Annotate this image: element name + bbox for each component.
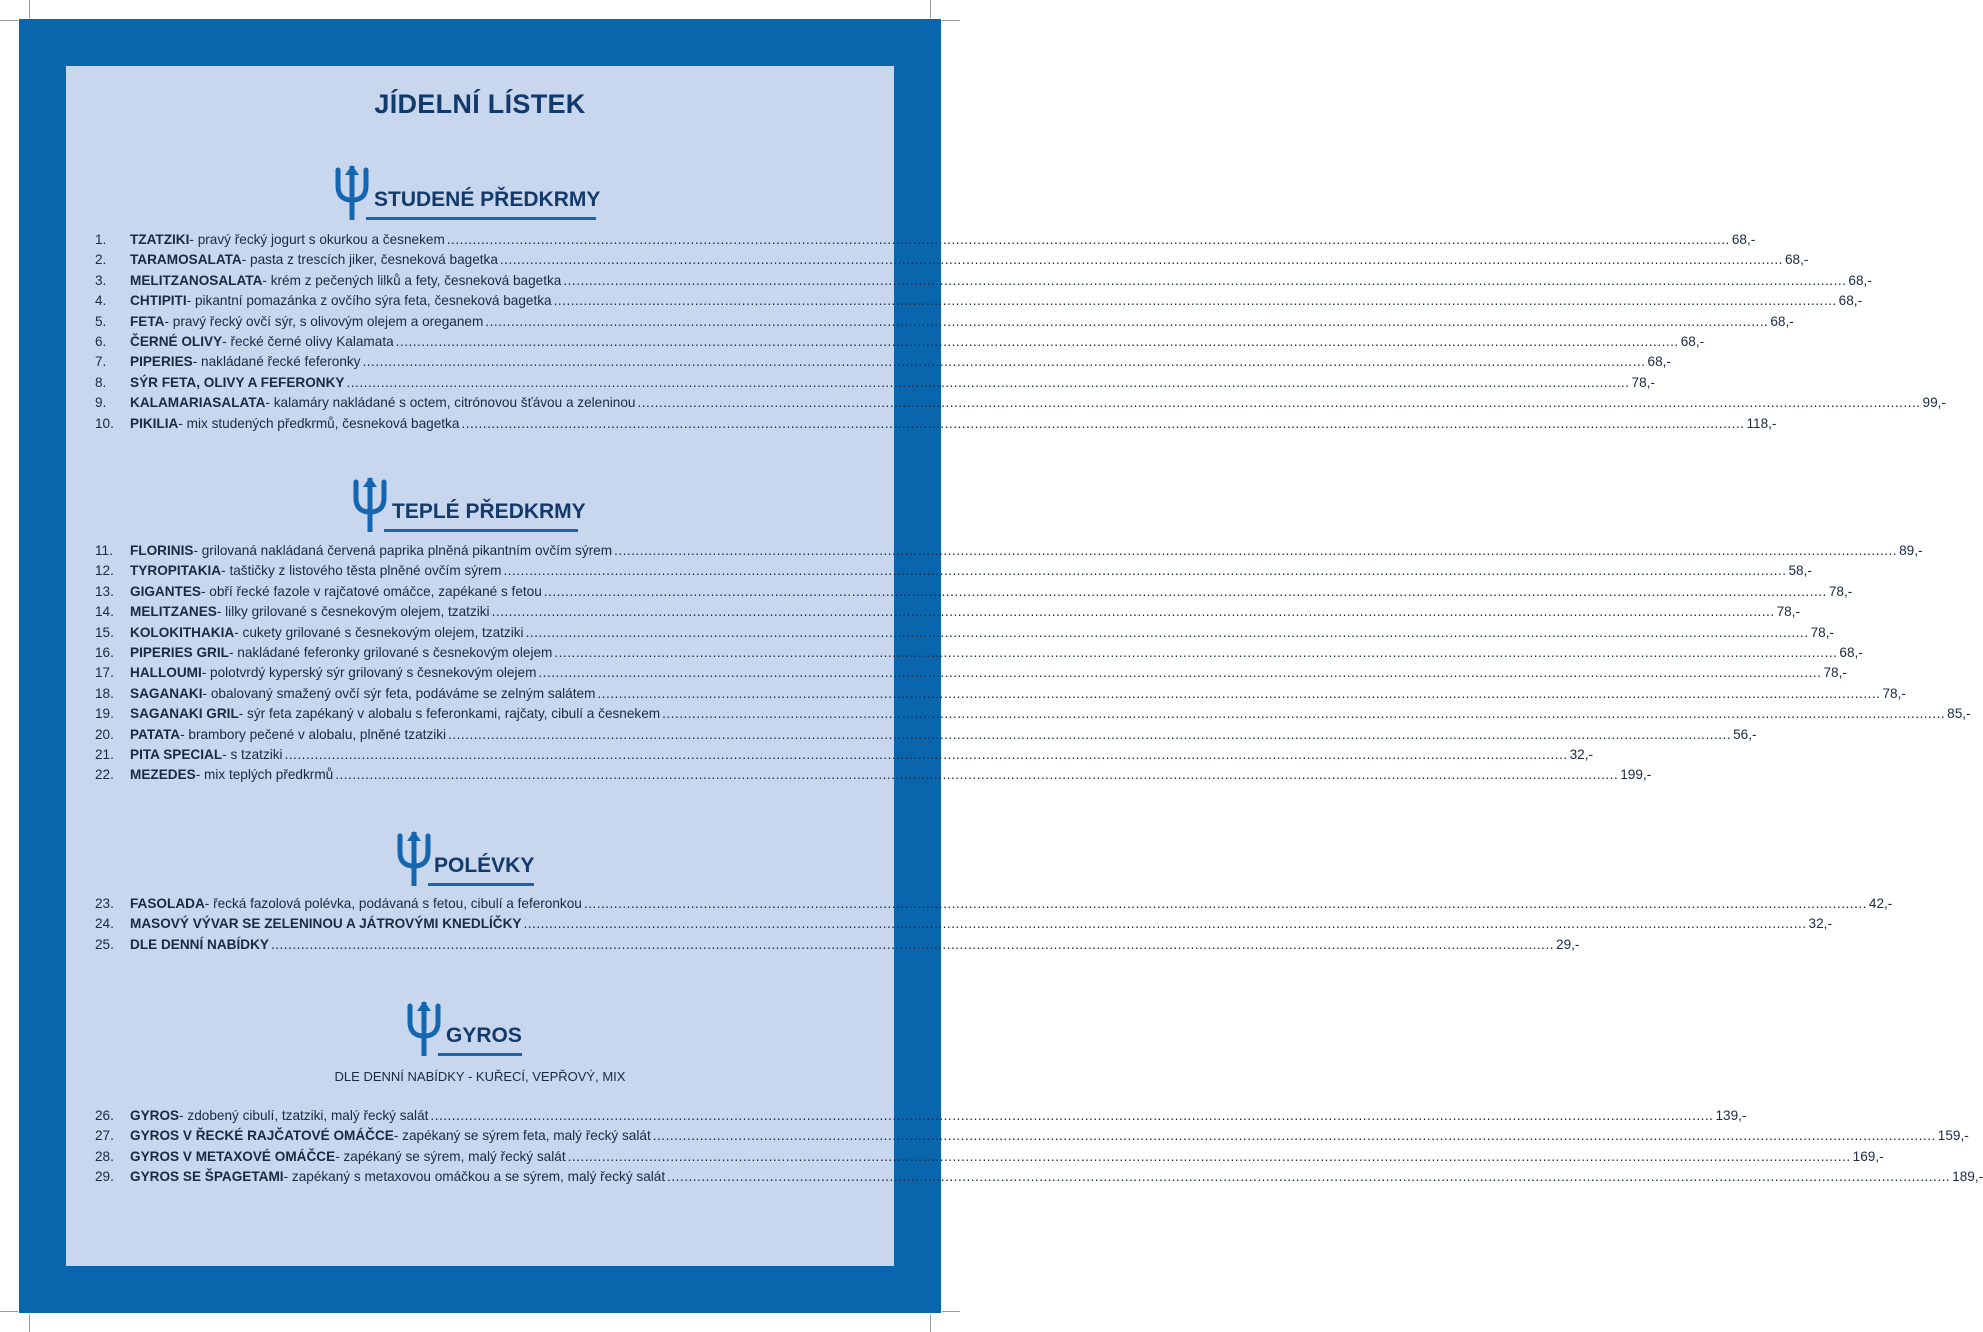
section-underline <box>366 217 596 220</box>
item-number: 19. <box>95 706 114 722</box>
dot-leader: ............................................................................................................................................................................................................................................................................................................ <box>395 334 1679 349</box>
item-price: 89,- <box>1899 543 1923 558</box>
item-price: 68,- <box>1848 272 1872 288</box>
trident-icon <box>334 164 370 220</box>
trident-icon <box>352 476 388 532</box>
item-description: - mix studených předkrmů, česneková bagetka <box>178 415 460 431</box>
item-name: SÝR FETA, OLIVY A FEFERONKY <box>130 374 345 390</box>
item-number: 7. <box>95 354 107 370</box>
item-number: 24. <box>95 916 114 932</box>
item-price: 139,- <box>1715 1108 1747 1123</box>
item-description: - kalamáry nakládané s octem, citrónovou šťávou a zeleninou <box>265 395 636 411</box>
item-name: KALAMARIASALATA <box>130 395 266 411</box>
item-name: FASOLADA <box>130 896 205 911</box>
menu-item <box>95 726 1757 747</box>
menu-item <box>95 232 1756 252</box>
dot-leader: ............................................................................................................................................................................................................................................................................................................ <box>499 252 1783 268</box>
item-name: MEZEDES <box>130 767 196 783</box>
crop-mark <box>930 0 931 18</box>
item-description: - grilovaná nakládaná červená paprika plněná pikantním ovčím sýrem <box>193 543 613 558</box>
item-description: - zapékaný se sýrem, malý řecký salát <box>335 1148 566 1164</box>
item-description: - zdobený cibulí, tzatziki, malý řecký salát <box>179 1108 429 1123</box>
item-price: 68,- <box>1839 645 1863 660</box>
item-number: 26. <box>95 1108 114 1123</box>
section-title: GYROS <box>446 1024 522 1047</box>
item-number: 6. <box>95 334 107 349</box>
dot-leader: ............................................................................................................................................................................................................................................................................................................ <box>637 395 1921 411</box>
item-price: 159,- <box>1937 1128 1969 1144</box>
menu-item <box>95 604 1801 624</box>
menu-item <box>95 1128 1969 1148</box>
dot-leader: ............................................................................................................................................................................................................................................................................................................ <box>583 896 1867 911</box>
menu-item <box>95 645 1863 665</box>
item-name: PITA SPECIAL <box>130 747 223 762</box>
item-number: 28. <box>95 1148 114 1164</box>
item-description: - obří řecké fazole v rajčatové omáčce, zapékané s fetou <box>201 583 542 599</box>
item-number: 12. <box>95 563 114 579</box>
gyros-subtitle: DLE DENNÍ NABÍDKY - KUŘECÍ, VEPŘOVÝ, MIX <box>334 1069 626 1084</box>
item-name: PIPERIES GRIL <box>130 645 229 660</box>
dot-leader: ............................................................................................................................................................................................................................................................................................................ <box>567 1148 1851 1164</box>
section-heading-polevky <box>396 830 534 886</box>
item-name: TARAMOSALATA <box>130 252 242 268</box>
item-price: 118,- <box>1746 415 1777 431</box>
item-price: 32,- <box>1569 747 1594 762</box>
item-description: - cukety grilované s česnekovým olejem, tzatziki <box>234 624 524 640</box>
item-description: - brambory pečené v alobalu, plněné tzatziki <box>180 726 447 742</box>
item-name: GYROS <box>130 1108 180 1123</box>
item-price: 56,- <box>1733 726 1757 742</box>
item-name: FETA <box>130 313 165 329</box>
menu-item <box>95 1148 1884 1169</box>
item-description: - taštičky z listového těsta plněné ovčím sýrem <box>221 563 502 579</box>
dot-leader: ............................................................................................................................................................................................................................................................................................................ <box>430 1108 1714 1123</box>
item-number: 8. <box>95 374 107 390</box>
dot-leader: ............................................................................................................................................................................................................................................................................................................ <box>563 272 1847 288</box>
item-name: GIGANTES <box>130 583 201 599</box>
item-description: - mix teplých předkrmů <box>195 767 334 783</box>
item-number: 18. <box>95 685 114 701</box>
item-name: MELITZANES <box>130 604 217 620</box>
item-price: 78,- <box>1776 604 1801 620</box>
item-name: KOLOKITHAKIA <box>130 624 235 640</box>
item-description: - nakládané řecké feferonky <box>192 354 361 370</box>
section-title: STUDENÉ PŘEDKRMY <box>374 188 601 211</box>
item-description: - lilky grilované s česnekovým olejem, tzatziki <box>216 604 490 620</box>
menu-item <box>95 543 1923 563</box>
dot-leader: ............................................................................................................................................................................................................................................................................................................ <box>335 767 1619 783</box>
item-description: - pasta z trescích jiker, česneková bagetka <box>241 252 498 268</box>
item-name: SAGANAKI GRIL <box>130 706 239 722</box>
item-description: - sýr feta zapékaný v alobalu s feferonkami, rajčaty, cibulí a česnekem <box>238 706 661 722</box>
dot-leader: ............................................................................................................................................................................................................................................................................................................ <box>543 583 1827 599</box>
item-price: 78,- <box>1810 624 1835 640</box>
item-description: - pravý řecký jogurt s okurkou a česnekem <box>189 232 445 247</box>
menu-item <box>95 395 1946 415</box>
item-description: - řecké černé olivy Kalamata <box>222 334 394 349</box>
item-number: 2. <box>95 252 107 268</box>
crop-mark <box>29 0 30 18</box>
item-number: 14. <box>95 604 114 620</box>
item-description: - obalovaný smažený ovčí sýr feta, podáváme se zelným salátem <box>202 685 596 701</box>
item-number: 16. <box>95 645 114 660</box>
item-name: ČERNÉ OLIVY <box>130 334 223 349</box>
item-price: 68,- <box>1770 313 1794 329</box>
section-underline <box>438 1053 522 1056</box>
crop-mark <box>0 20 18 21</box>
menu-item <box>95 665 1847 685</box>
menu-item <box>95 293 1863 313</box>
item-price: 169,- <box>1852 1148 1884 1164</box>
item-price: 99,- <box>1922 395 1946 411</box>
section-heading-studene <box>334 164 601 220</box>
item-name: PIPERIES <box>130 354 193 370</box>
dot-leader: ............................................................................................................................................................................................................................................................................................................ <box>284 747 1568 762</box>
item-price: 78,- <box>1631 374 1655 390</box>
item-description: - nakládané feferonky grilované s česnekovým olejem <box>228 645 553 660</box>
item-price: 68,- <box>1647 354 1671 370</box>
section-heading-gyros <box>406 1000 522 1056</box>
item-number: 13. <box>95 583 114 599</box>
item-name: SAGANAKI <box>130 685 203 701</box>
item-price: 68,- <box>1838 293 1863 309</box>
item-price: 58,- <box>1788 563 1812 579</box>
menu-item <box>95 354 1671 374</box>
section-underline <box>428 883 534 886</box>
menu-item <box>95 313 1794 334</box>
crop-mark <box>29 1314 30 1332</box>
item-description: - polotvrdý kyperský sýr grilovaný s česnekovým olejem <box>201 665 537 681</box>
menu-item <box>95 896 1893 916</box>
item-description: - s tzatziki <box>222 747 283 762</box>
dot-leader: ............................................................................................................................................................................................................................................................................................................ <box>270 936 1555 952</box>
crop-mark <box>0 1311 18 1312</box>
item-price: 78,- <box>1828 583 1853 599</box>
item-number: 11. <box>95 543 113 558</box>
item-name: FLORINIS <box>130 543 194 558</box>
menu-item <box>95 706 1971 726</box>
item-name: TYROPITAKIA <box>130 563 222 579</box>
item-name: PATATA <box>130 726 181 742</box>
item-number: 20. <box>95 726 114 742</box>
menu-item <box>95 916 1832 936</box>
dot-leader: ............................................................................................................................................................................................................................................................................................................ <box>448 726 1732 742</box>
item-price: 42,- <box>1868 896 1893 911</box>
item-name: CHTIPITI <box>130 293 187 309</box>
menu-item <box>95 685 1906 706</box>
item-description: - zapékaný se sýrem feta, malý řecký salát <box>393 1128 651 1144</box>
item-number: 23. <box>95 896 114 911</box>
dot-leader: ............................................................................................................................................................................................................................................................................................................ <box>662 706 1946 722</box>
menu-item <box>95 252 1809 272</box>
dot-leader: ............................................................................................................................................................................................................................................................................................................ <box>446 232 1730 247</box>
section-underline <box>384 529 578 532</box>
menu-item <box>95 936 1580 957</box>
item-price: 78,- <box>1882 685 1906 701</box>
dot-leader: ............................................................................................................................................................................................................................................................................................................ <box>614 543 1898 558</box>
dot-leader: ............................................................................................................................................................................................................................................................................................................ <box>667 1169 1951 1185</box>
item-number: 29. <box>95 1169 114 1185</box>
menu-item <box>95 563 1812 583</box>
dot-leader: ............................................................................................................................................................................................................................................................................................................ <box>503 563 1787 579</box>
item-number: 25. <box>95 936 114 952</box>
item-description: - řecká fazolová polévka, podávaná s fetou, cibulí a feferonkou <box>204 896 582 911</box>
section-heading-teple <box>352 476 586 532</box>
menu-item <box>95 1169 1983 1189</box>
dot-leader: ............................................................................................................................................................................................................................................................................................................ <box>461 415 1745 431</box>
dot-leader: ............................................................................................................................................................................................................................................................................................................ <box>652 1128 1936 1144</box>
dot-leader: ............................................................................................................................................................................................................................................................................................................ <box>538 665 1822 681</box>
item-description: - pikantní pomazánka z ovčího sýra feta, česneková bagetka <box>186 293 552 309</box>
item-name: DLE DENNÍ NABÍDKY <box>130 936 269 952</box>
dot-leader: ............................................................................................................................................................................................................................................................................................................ <box>523 916 1807 932</box>
menu-title: JÍDELNÍ LÍSTEK <box>374 89 586 119</box>
menu-item <box>95 583 1853 604</box>
item-price: 199,- <box>1620 767 1652 783</box>
dot-leader: ............................................................................................................................................................................................................................................................................................................ <box>485 313 1769 329</box>
item-number: 3. <box>95 272 107 288</box>
menu-item <box>95 272 1872 293</box>
item-name: TZATZIKI <box>130 232 190 247</box>
crop-mark <box>942 1311 960 1312</box>
menu-item <box>95 1108 1747 1128</box>
menu-item <box>95 334 1705 354</box>
crop-mark <box>942 20 960 21</box>
item-number: 27. <box>95 1128 114 1144</box>
dot-leader: ............................................................................................................................................................................................................................................................................................................ <box>597 685 1881 701</box>
crop-mark <box>930 1314 931 1332</box>
item-price: 29,- <box>1556 936 1580 952</box>
dot-leader: ............................................................................................................................................................................................................................................................................................................ <box>491 604 1775 620</box>
trident-icon <box>396 830 432 886</box>
item-number: 21. <box>95 747 114 762</box>
item-number: 10. <box>95 415 114 431</box>
section-title: POLÉVKY <box>434 854 535 877</box>
item-price: 68,- <box>1784 252 1809 268</box>
item-name: MASOVÝ VÝVAR SE ZELENINOU A JÁTROVÝMI KNEDLÍČKY <box>130 916 522 932</box>
item-name: MELITZANOSALATA <box>130 272 263 288</box>
item-price: 78,- <box>1823 665 1847 681</box>
menu-item <box>95 767 1652 787</box>
item-description: - zapékaný s metaxovou omáčkou a se sýrem, malý řecký salát <box>283 1169 666 1185</box>
menu-item <box>95 374 1655 395</box>
item-price: 85,- <box>1947 706 1971 722</box>
menu-item <box>95 747 1594 767</box>
dot-leader: ............................................................................................................................................................................................................................................................................................................ <box>525 624 1809 640</box>
item-name: PIKILIA <box>130 415 179 431</box>
item-number: 1. <box>95 232 107 247</box>
item-name: GYROS V ŘECKÉ RAJČATOVÉ OMÁČCE <box>130 1128 394 1144</box>
item-number: 9. <box>95 395 107 411</box>
item-description: - krém z pečených lilků a fety, česneková bagetka <box>262 272 562 288</box>
item-number: 15. <box>95 624 114 640</box>
dot-leader: ............................................................................................................................................................................................................................................................................................................ <box>362 354 1646 370</box>
item-number: 17. <box>95 665 114 681</box>
item-description: - pravý řecký ovčí sýr, s olivovým olejem a oreganem <box>164 313 484 329</box>
item-number: 5. <box>95 313 107 329</box>
menu-item <box>95 624 1835 645</box>
item-price: 68,- <box>1680 334 1705 349</box>
dot-leader: ............................................................................................................................................................................................................................................................................................................ <box>554 645 1838 660</box>
item-number: 4. <box>95 293 107 309</box>
dot-leader: ............................................................................................................................................................................................................................................................................................................ <box>553 293 1837 309</box>
item-name: GYROS SE ŠPAGETAMI <box>130 1169 284 1185</box>
item-price: 68,- <box>1731 232 1756 247</box>
menu-item <box>95 415 1777 436</box>
item-number: 22. <box>95 767 114 783</box>
dot-leader: ............................................................................................................................................................................................................................................................................................................ <box>346 374 1630 390</box>
item-name: GYROS V METAXOVÉ OMÁČCE <box>130 1148 336 1164</box>
item-price: 189,- <box>1952 1169 1983 1185</box>
trident-icon <box>406 1000 442 1056</box>
item-price: 32,- <box>1808 916 1832 932</box>
section-title: TEPLÉ PŘEDKRMY <box>392 500 586 523</box>
item-name: HALLOUMI <box>130 665 202 681</box>
